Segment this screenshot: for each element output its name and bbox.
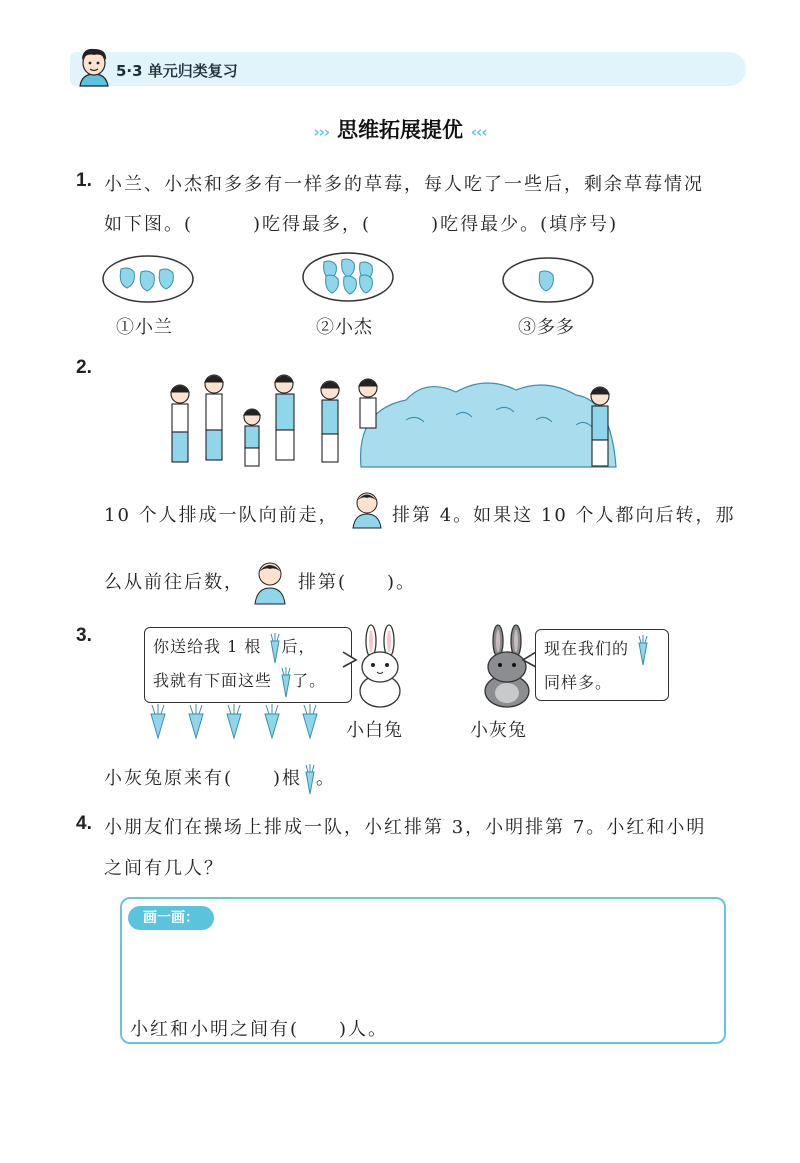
white-rabbit-illustration	[354, 625, 406, 707]
carrot-icon	[265, 704, 279, 738]
carrot-icon	[189, 704, 203, 738]
child-back-icon	[252, 558, 288, 604]
q2-line2b: 排第( )。	[298, 572, 417, 593]
bubble-white-text-2-end: 了。	[292, 671, 327, 690]
boy-mascot-icon	[74, 44, 114, 88]
plate-duoduo-icon	[502, 257, 594, 303]
carrot-icon	[227, 704, 241, 738]
q3-question-end: 。	[316, 768, 337, 789]
carrot-row	[148, 704, 338, 738]
q2-line1b: 排第 4。如果这 10 个人都向后转，那	[392, 505, 736, 526]
bubble-white-text-1: 你送给我 1 根	[153, 637, 262, 656]
q3-question-text: 小灰兔原来有( )根	[104, 768, 303, 789]
q3-question	[104, 764, 336, 794]
plate-label-duoduo: ③多多	[518, 317, 575, 338]
q2-line2a: 么从前往后数，	[104, 572, 244, 593]
q1-line2: 如下图。( )吃得最多，( )吃得最少。(填序号)	[104, 214, 619, 235]
carrot-icon	[303, 704, 317, 738]
right-arrows-icon: ‹‹‹	[471, 123, 487, 141]
plate-xiaolan-icon	[102, 255, 194, 303]
unit-header-title: 5·3 单元归类复习	[116, 62, 238, 80]
bubble-white-text-2: 我就有下面这些	[153, 671, 273, 690]
draw-badge: 画一画：	[128, 906, 214, 930]
queue-of-children-illustration	[156, 370, 632, 470]
section-title-text: 思维拓展提优	[337, 118, 463, 142]
section-title	[0, 114, 800, 144]
bubble-gray-text-2: 同样多。	[544, 673, 613, 692]
white-rabbit-label: 小白兔	[346, 720, 403, 741]
carrot-icon	[267, 633, 281, 663]
q4-number: 4.	[76, 813, 92, 834]
left-arrows-icon: ›››	[313, 123, 329, 141]
q2-line1a: 10 个人排成一队向前走，	[104, 505, 339, 526]
child-icon	[349, 488, 385, 528]
carrot-icon	[151, 704, 165, 738]
bubble-gray-text-1: 现在我们的	[544, 639, 630, 658]
q1-number: 1.	[76, 170, 92, 191]
plate-label-xiaojie: ②小杰	[316, 317, 373, 338]
carrot-icon	[635, 635, 649, 665]
q4-answer: 小红和小明之间有( )人。	[130, 1019, 389, 1040]
carrot-icon	[302, 764, 316, 794]
plate-xiaojie-icon	[302, 252, 394, 302]
bubble-white-text-1-end: 后，	[281, 637, 316, 656]
q4-line2: 之间有几人？	[104, 858, 224, 879]
q3-number: 3.	[76, 625, 92, 646]
speech-bubble-gray-rabbit	[535, 629, 669, 701]
q2-number: 2.	[76, 357, 92, 378]
plate-label-xiaolan: ①小兰	[116, 317, 173, 338]
carrot-icon	[278, 667, 292, 697]
q4-line1: 小朋友们在操场上排成一队，小红排第 3，小明排第 7。小红和小明	[104, 817, 707, 838]
gray-rabbit-label: 小灰兔	[470, 720, 527, 741]
q1-line1: 小兰、小杰和多多有一样多的草莓，每人吃了一些后，剩余草莓情况	[104, 174, 704, 195]
speech-bubble-white-rabbit	[144, 627, 352, 703]
